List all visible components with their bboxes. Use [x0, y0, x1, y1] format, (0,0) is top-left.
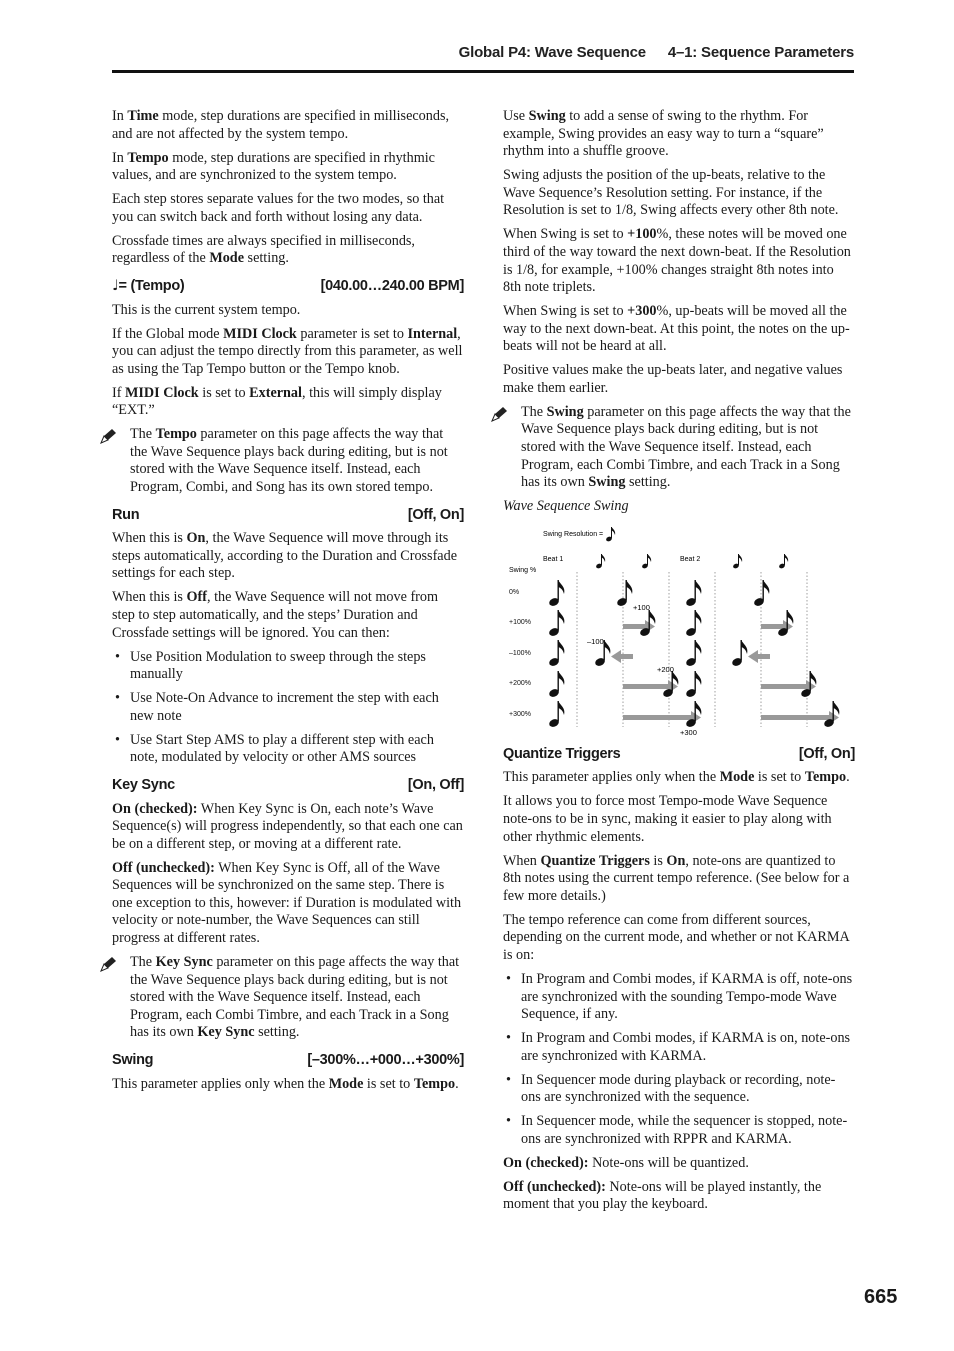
note-mark	[548, 671, 564, 698]
page-number: 665	[864, 1286, 898, 1308]
note-mark	[685, 580, 701, 607]
tempo-desc: If MIDI Clock is set to External, this will simply display “EXT.”	[112, 384, 442, 419]
intro-paragraph: In Tempo mode, step durations are specified in rhythmic values, and are synchronized to the system tempo.	[112, 149, 435, 184]
keysync-note: The Key Sync parameter on this page affects the way that the Wave Sequence plays back during editing, but is not stored with the Wave Sequence itself. Instead, each Program, each Combi Timbre, and each Track in a Song has its own Key Sync setting.	[112, 954, 464, 1042]
page-header	[112, 40, 854, 73]
note-mark	[548, 580, 564, 607]
run-desc: When this is Off, the Wave Sequence will not move from step to step automatically, and the steps’ Duration and Crossfade settings will be ignored. You can then:	[112, 589, 439, 641]
list-item: • Use Note-On Advance to increment the step with each new note	[112, 690, 464, 725]
quantize-list	[503, 971, 855, 1149]
run-range: [Off, On]	[407, 506, 464, 523]
annotation-minus100: –100	[587, 636, 604, 646]
annotation-plus300: +300	[680, 727, 697, 736]
resolution-label: Swing Resolution =	[543, 530, 604, 538]
header-title	[441, 44, 854, 62]
tempo-heading: ♩= (Tempo) [040.00…240.00 BPM]	[112, 277, 464, 294]
swing-paragraph: Swing adjusts the position of the up-beats, relative to the Wave Sequence’s Resolution setting. For instance, if the Resolution is set to 1/8, Swing affects every other 8th note.	[503, 167, 839, 219]
list-item: • In Program and Combi modes, if KARMA is on, note-ons are synchronized with KARMA.	[503, 1030, 855, 1065]
intro-paragraph: In Time mode, step durations are specified in milliseconds, and are not affected by the system tempo.	[112, 108, 450, 142]
pencil-note-icon	[100, 428, 118, 444]
list-item: • Use Position Modulation to sweep through the steps manually	[112, 649, 464, 684]
list-item: • In Program and Combi modes, if KARMA is off, note-ons are synchronized with the sounding Tempo-mode Wave Sequence, if any.	[503, 971, 855, 1024]
quantize-desc: When Quantize Triggers is On, note-ons are quantized to 8th notes using the current tempo reference. (See below for a few more details.)	[503, 852, 850, 904]
keysync-desc: Off (unchecked): When Key Sync is Off, all of the Wave Sequences will be synchronized on the same step. There is one exception to this, however: if Duration is modulated with velocity or note-number, the Wave Sequences can still progress at different rates.	[112, 859, 462, 947]
swing-diagram	[503, 520, 848, 736]
run-list	[112, 649, 464, 767]
annotation-plus100: +100	[633, 602, 650, 612]
right-column	[503, 108, 855, 1220]
note-mark	[685, 671, 701, 698]
tempo-desc: If the Global mode MIDI Clock parameter is set to Internal, you can adjust the tempo directly from this parameter, as well as using the Tap Tempo button or the Tempo knob.	[112, 325, 463, 377]
swing-desc: This parameter applies only when the Mode is set to Tempo.	[112, 1075, 459, 1092]
swing-heading: Swing [–300%…+000…+300%]	[112, 1052, 464, 1068]
row-label: +100%	[509, 618, 531, 626]
pencil-note-icon	[100, 956, 118, 972]
swing-paragraph: Positive values make the up-beats later, and negative values make them earlier.	[503, 362, 843, 396]
list-item: • In Sequencer mode during playback or recording, note-ons are synchronized with the sequence.	[503, 1072, 855, 1107]
pencil-note-icon	[491, 406, 509, 422]
run-heading: Run [Off, On]	[112, 506, 464, 523]
note-mark	[685, 610, 701, 637]
quantize-desc: The tempo reference can come from different sources, depending on the current mode, and whether or not KARMA is on:	[503, 911, 849, 963]
quantize-on: On (checked): Note-ons will be quantized.	[503, 1154, 749, 1171]
row-label: +200%	[509, 679, 531, 687]
note-mark	[548, 610, 564, 637]
note-mark	[548, 640, 564, 667]
quantize-heading: Quantize Triggers [Off, On]	[503, 745, 855, 762]
list-item: • Use Start Step AMS to play a different step with each note, modulated by velocity or other AMS sources	[112, 732, 464, 767]
swing-paragraph: When Swing is set to +300%, up-beats will be moved all the way to the next down-beat. At this point, the notes on the up-beats will not be heard at all.	[503, 303, 850, 355]
header-section: Global P4: Wave Sequence	[458, 44, 646, 61]
swing-axis-label: Swing %	[509, 566, 537, 574]
row-label: –100%	[509, 649, 531, 657]
keysync-desc: On (checked): When Key Sync is On, each note’s Wave Sequence(s) will progress independently, so that each one can be on a different step, or moving at a different rate.	[112, 800, 463, 852]
keysync-heading: Key Sync [On, Off]	[112, 776, 464, 793]
tempo-desc: This is the current system tempo.	[112, 301, 301, 318]
tempo-range: [040.00…240.00 BPM]	[320, 277, 464, 294]
run-desc: When this is On, the Wave Sequence will move through its steps automatically, according to the Duration and Crossfade settings for each step.	[112, 530, 457, 582]
quantize-off: Off (unchecked): Note-ons will be played instantly, the moment that you play the keyboard.	[503, 1178, 822, 1213]
keysync-range: [On, Off]	[407, 776, 464, 793]
beat1-label: Beat 1	[543, 555, 564, 563]
swing-range: [–300%…+000…+300%]	[307, 1052, 464, 1068]
intro-paragraph: Each step stores separate values for the two modes, so that you can switch back and forth without losing any data.	[112, 191, 445, 225]
quantize-desc: It allows you to force most Tempo-mode Wave Sequence note-ons to be in sync, making it easier to play along with other rhythmic elements.	[503, 793, 832, 845]
annotation-plus200: +200	[657, 664, 674, 674]
intro-paragraph: Crossfade times are always specified in milliseconds, regardless of the Mode setting.	[112, 232, 415, 267]
tempo-note: The Tempo parameter on this page affects the way that the Wave Sequence plays back during editing, but is not stored with the Wave Sequence itself. Instead, each Program, Combi, and Song has its own stored tempo.	[112, 426, 464, 496]
left-column	[112, 108, 464, 1100]
note-mark	[731, 640, 747, 667]
list-item: • In Sequencer mode, while the sequencer is stopped, note-ons are synchronized with RPPR and KARMA.	[503, 1113, 855, 1148]
header-subsection: 4–1: Sequence Parameters	[667, 44, 854, 61]
figure-caption: Wave Sequence Swing	[503, 498, 629, 515]
quantize-range: [Off, On]	[798, 745, 855, 762]
note-mark	[616, 580, 632, 607]
swing-paragraph: When Swing is set to +100%, these notes will be moved one third of the way toward the next down-beat. If the Resolution is 1/8, for example, +100% changes straight 8th notes into 8th note triplets.	[503, 226, 851, 296]
row-label: 0%	[509, 588, 520, 596]
quarter-note-icon: ♩	[112, 277, 119, 294]
swing-paragraph: Use Swing to add a sense of swing to the rhythm. For example, Swing provides an easy way to turn a “square” rhythm into a shuffle groove.	[503, 108, 824, 160]
swing-note: The Swing parameter on this page affects the way that the Wave Sequence plays back during editing, but is not stored with the Wave Sequence itself. Instead, each Program, each Combi Timbre, and each Track in a Song has its own Swing setting.	[503, 404, 855, 492]
note-mark	[548, 701, 564, 728]
quantize-desc: This parameter applies only when the Mode is set to Tempo.	[503, 769, 850, 786]
note-mark	[685, 640, 701, 667]
row-label: +300%	[509, 710, 531, 718]
beat2-label: Beat 2	[680, 555, 701, 563]
